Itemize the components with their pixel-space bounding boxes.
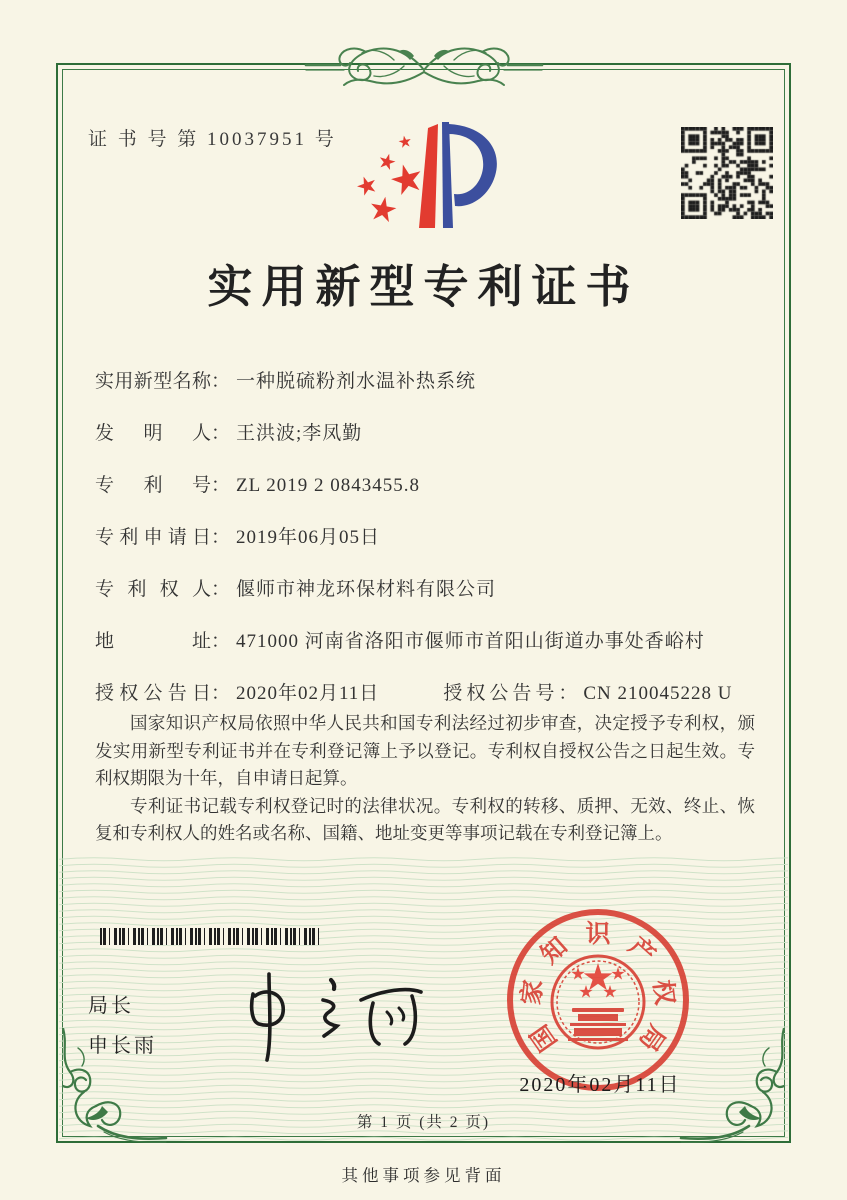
field-label: 专利权人: [95, 579, 211, 600]
seal-date: 2020年02月11日: [519, 1074, 681, 1096]
cnipa-seal: [503, 905, 693, 1095]
qr-code: [681, 127, 773, 219]
legal-text: [95, 710, 755, 848]
grant-no-label: 授权公告号: [443, 683, 559, 704]
director-title: 局长: [88, 995, 134, 1017]
field-label: 发明人: [95, 423, 211, 444]
field-colon: ：: [211, 371, 231, 392]
seal-char: 知: [536, 932, 573, 970]
field-row-name: [95, 366, 757, 418]
field-label: 专利号: [95, 475, 211, 496]
seal-char: 产: [623, 932, 660, 970]
field-value: 偃师市神龙环保材料有限公司: [236, 579, 497, 600]
legal-paragraph-1: 国家知识产权局依照中华人民共和国专利法经过初步审查，决定授予专利权，颁发实用新型专利证书并在专利登记簿上予以登记。专利权自授权公告之日起生效。专利权期限为十年，自申请日起算。: [95, 713, 755, 788]
field-colon: ：: [211, 579, 231, 600]
director-name: 申长雨: [88, 1035, 157, 1057]
field-value: ZL 2019 2 0843455.8: [236, 475, 421, 496]
director-block: [88, 986, 157, 1066]
field-row-inventor: [95, 418, 757, 470]
director-signature: [225, 958, 435, 1068]
field-value: 一种脱硫粉剂水温补热系统: [236, 371, 477, 392]
field-colon: ：: [211, 423, 231, 444]
seal-char: 家: [518, 978, 548, 1007]
field-label: 专利申请日: [95, 527, 211, 548]
field-value: 471000 河南省洛阳市偃师市首阳山街道办事处香峪村: [236, 631, 705, 652]
field-colon: ：: [211, 631, 231, 652]
field-colon: ：: [211, 683, 231, 704]
seal-char: 权: [648, 978, 678, 1007]
seal-char: 国: [526, 1019, 563, 1056]
grant-no-value: CN 210045228 U: [583, 683, 733, 704]
field-row-patentee: [95, 574, 757, 626]
seal-char: 局: [633, 1019, 670, 1056]
footer-note: 其他事项参见背面: [341, 1166, 506, 1185]
grant-date-label: 授权公告日: [95, 683, 211, 704]
field-value: 2019年06月05日: [236, 527, 381, 548]
page-number: 第 1 页 (共 2 页): [356, 1114, 491, 1131]
field-colon: ：: [211, 475, 231, 496]
field-value: 王洪波;李凤勤: [236, 423, 363, 444]
field-row-grant: [95, 678, 757, 705]
field-row-address: [95, 626, 757, 678]
field-colon: ：: [211, 527, 231, 548]
certificate-number: 证 书 号 第 10037951 号: [88, 129, 337, 150]
certificate-fields: [95, 366, 757, 705]
seal-char: 识: [585, 921, 611, 948]
barcode: [100, 928, 319, 945]
field-row-patent-no: [95, 470, 757, 522]
field-label: 实用新型名称: [95, 371, 211, 392]
field-colon: ：: [558, 683, 578, 704]
grant-date-value: 2020年02月11日: [236, 683, 380, 704]
top-flourish-ornament: [304, 40, 544, 90]
field-label: 地址: [95, 631, 211, 652]
field-row-filing-date: [95, 522, 757, 574]
legal-paragraph-2: 专利证书记载专利权登记时的法律状况。专利权的转移、质押、无效、终止、恢复和专利权人的姓名或名称、国籍、地址变更等事项记载在专利登记簿上。: [95, 795, 755, 843]
cnipa-logo-icon: [345, 110, 525, 240]
certificate-title: 实用新型专利证书: [207, 262, 640, 312]
